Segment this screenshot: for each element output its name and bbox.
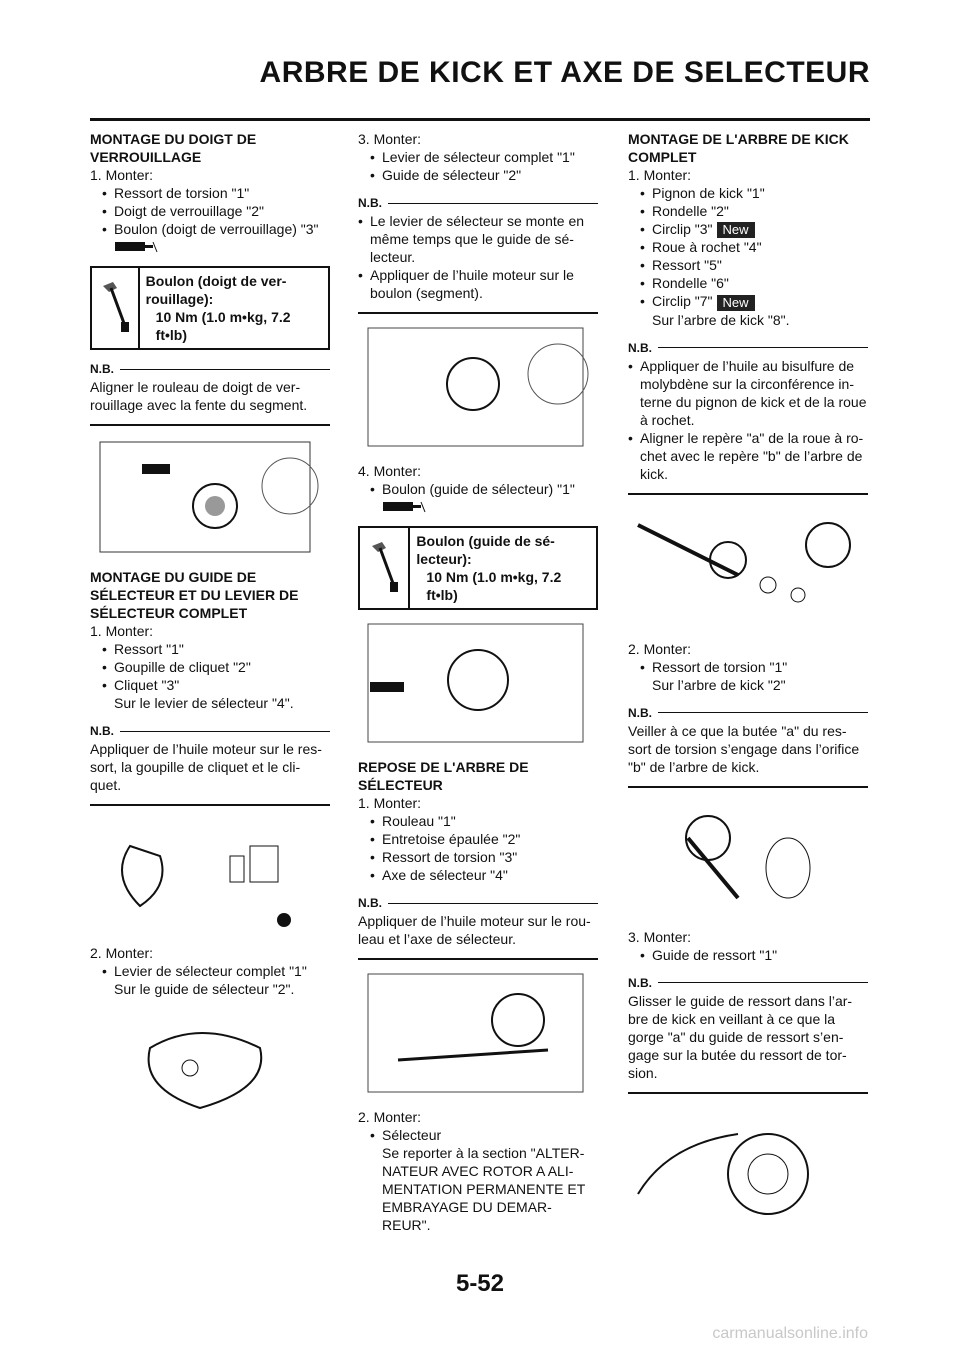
shift-lever-illustration	[90, 1008, 320, 1118]
list-item: • Le levier de sélecteur se monte en même temps que le guide de sé-lecteur.	[358, 212, 598, 266]
list-item: • Boulon (doigt de verrouillage) "3"	[102, 220, 330, 238]
step-label: 1. Monter:	[358, 795, 422, 811]
nb-label: N.B.	[358, 196, 382, 210]
spec-value: 10 Nm (1.0 m•kg, 7.2 ft•lb)	[155, 309, 291, 343]
column-1	[90, 130, 330, 1128]
spec-label: Boulon (doigt de ver-rouillage):	[145, 273, 287, 307]
list-item: • Levier de sélecteur complet "1"	[370, 148, 598, 166]
nb-label: N.B.	[90, 724, 114, 738]
list-item: • Rouleau "1"	[370, 812, 598, 830]
step-label: 2. Monter:	[90, 945, 154, 961]
pawl-illustration	[90, 816, 320, 934]
list-item: • Appliquer de l’huile moteur sur le boulon (segment).	[358, 266, 598, 302]
list-item: • Levier de sélecteur complet "1"	[102, 962, 330, 980]
list-item	[640, 292, 868, 310]
page-title: ARBRE DE KICK ET AXE DE SELECTEUR	[259, 56, 870, 89]
step-label: 1. Monter:	[628, 167, 692, 183]
list-item: • Pignon de kick "1"	[640, 184, 868, 202]
torque-wrench-icon	[114, 240, 158, 258]
sub-note: Sur l’arbre de kick "8".	[652, 311, 790, 328]
torque-spec-box	[90, 266, 330, 350]
list-item: • Rondelle "2"	[640, 202, 868, 220]
sub-note: Sur l’arbre de kick "2"	[652, 676, 786, 693]
list-item: • Ressort de torsion "3"	[370, 848, 598, 866]
nb-label: N.B.	[628, 340, 652, 355]
note-text: Glisser le guide de ressort dans l’ar-bre de kick en veillant à ce que la gorge "a" du guide de ressort s’en-gage sur la butée du ressort de tor-sion.	[628, 992, 853, 1081]
step-label: 3. Monter:	[358, 131, 422, 147]
section-heading: REPOSE DE L'ARBRE DE SÉLECTEUR	[358, 759, 529, 793]
list-item: • Entretoise épaulée "2"	[370, 830, 598, 848]
item-list	[90, 962, 330, 980]
wrench-icon	[92, 268, 140, 348]
step-label: 3. Monter:	[628, 928, 692, 945]
list-item: • Aligner le repère "a" de la roue à ro-chet avec le repère "b" de l’arbre de kick.	[628, 429, 868, 483]
wrench-icon	[360, 528, 410, 608]
list-item: • Guide de ressort "1"	[640, 946, 868, 964]
list-item-text: Circlip "7"	[652, 293, 713, 310]
torque-spec-box	[358, 526, 598, 610]
list-item: • Cliquet "3"	[102, 676, 330, 694]
selector-illustration	[358, 324, 593, 452]
step-label: 2. Monter:	[358, 1109, 422, 1125]
note-text: Veiller à ce que la butée "a" du res-sort de torsion s’engage dans l’orifice "b" de l’arbre de kick.	[628, 722, 860, 775]
list-item: • Sélecteur	[370, 1126, 598, 1144]
sub-note: Se reporter à la section "ALTER-NATEUR AVEC ROTOR A ALI-MENTATION PERMANENTE ET EMBRAYAGE DU DEMAR-REUR".	[382, 1145, 586, 1233]
shift-shaft-illustration	[358, 970, 593, 1098]
nb-label: N.B.	[628, 705, 652, 720]
section-heading: MONTAGE DE L'ARBRE DE KICK COMPLET	[628, 131, 849, 165]
item-list	[358, 480, 598, 498]
list-item: • Roue à rochet "4"	[640, 238, 868, 256]
item-list	[358, 812, 598, 884]
list-item: • Ressort de torsion "1"	[640, 658, 868, 676]
list-item: • Appliquer de l’huile au bisulfure de molybdène sur la circonférence in-terne du pignon de kick et de la roue à rochet.	[628, 357, 868, 429]
item-list	[358, 1126, 598, 1144]
step-label: 4. Monter:	[358, 463, 422, 479]
note-text: Appliquer de l’huile moteur sur le res-sort, la goupille de cliquet et le cli-quet.	[90, 741, 322, 793]
list-item: • Doigt de verrouillage "2"	[102, 202, 330, 220]
item-list	[628, 946, 868, 964]
spec-label: Boulon (guide de sé-lecteur):	[416, 533, 555, 567]
new-badge: New	[717, 295, 755, 311]
nb-label: N.B.	[628, 975, 652, 990]
list-item-text: Circlip "3"	[652, 221, 713, 237]
nb-label: N.B.	[90, 362, 114, 376]
list-item: • Ressort de torsion "1"	[102, 184, 330, 202]
list-item: • Ressort "1"	[102, 640, 330, 658]
list-item	[640, 220, 868, 238]
torsion-spring-illustration	[628, 798, 868, 918]
item-list	[90, 184, 330, 238]
column-3	[628, 130, 868, 1232]
note-text: Appliquer de l’huile moteur sur le rou-leau et l’axe de sélecteur.	[358, 913, 591, 947]
note-text: Aligner le rouleau de doigt de ver-rouillage avec la fente du segment.	[90, 379, 308, 413]
item-list	[358, 148, 598, 184]
list-item: • Axe de sélecteur "4"	[370, 866, 598, 884]
spring-guide-illustration	[628, 1104, 868, 1222]
item-list	[628, 184, 868, 311]
list-item: • Guide de sélecteur "2"	[370, 166, 598, 184]
step-label: 1. Monter:	[90, 167, 154, 183]
step-label: 2. Monter:	[628, 640, 692, 657]
sub-note: Sur le levier de sélecteur "4".	[114, 695, 294, 711]
watermark: carmanualsonline.info	[712, 1325, 868, 1342]
page-number: 5-52	[455, 1270, 505, 1297]
torque-wrench-icon	[382, 500, 426, 518]
engine-illustration	[90, 436, 320, 558]
column-2	[358, 130, 598, 1234]
list-item: • Rondelle "6"	[640, 274, 868, 292]
kick-shaft-exploded-illustration	[628, 505, 868, 630]
list-item: • Boulon (guide de sélecteur) "1"	[370, 480, 598, 498]
new-badge: New	[717, 222, 755, 238]
nb-label: N.B.	[358, 896, 382, 910]
title-rule	[90, 118, 870, 121]
list-item: • Ressort "5"	[640, 256, 868, 274]
spec-value: 10 Nm (1.0 m•kg, 7.2 ft•lb)	[426, 569, 562, 603]
step-label: 1. Monter:	[90, 623, 154, 639]
item-list	[628, 658, 868, 676]
sub-note: Sur le guide de sélecteur "2".	[114, 981, 295, 997]
list-item: • Goupille de cliquet "2"	[102, 658, 330, 676]
section-heading: MONTAGE DU GUIDE DE SÉLECTEUR ET DU LEVIER DE SÉLECTEUR COMPLET	[90, 569, 299, 621]
guide-illustration	[358, 620, 593, 748]
item-list	[90, 640, 330, 694]
section-heading: MONTAGE DU DOIGT DE VERROUILLAGE	[90, 131, 257, 165]
